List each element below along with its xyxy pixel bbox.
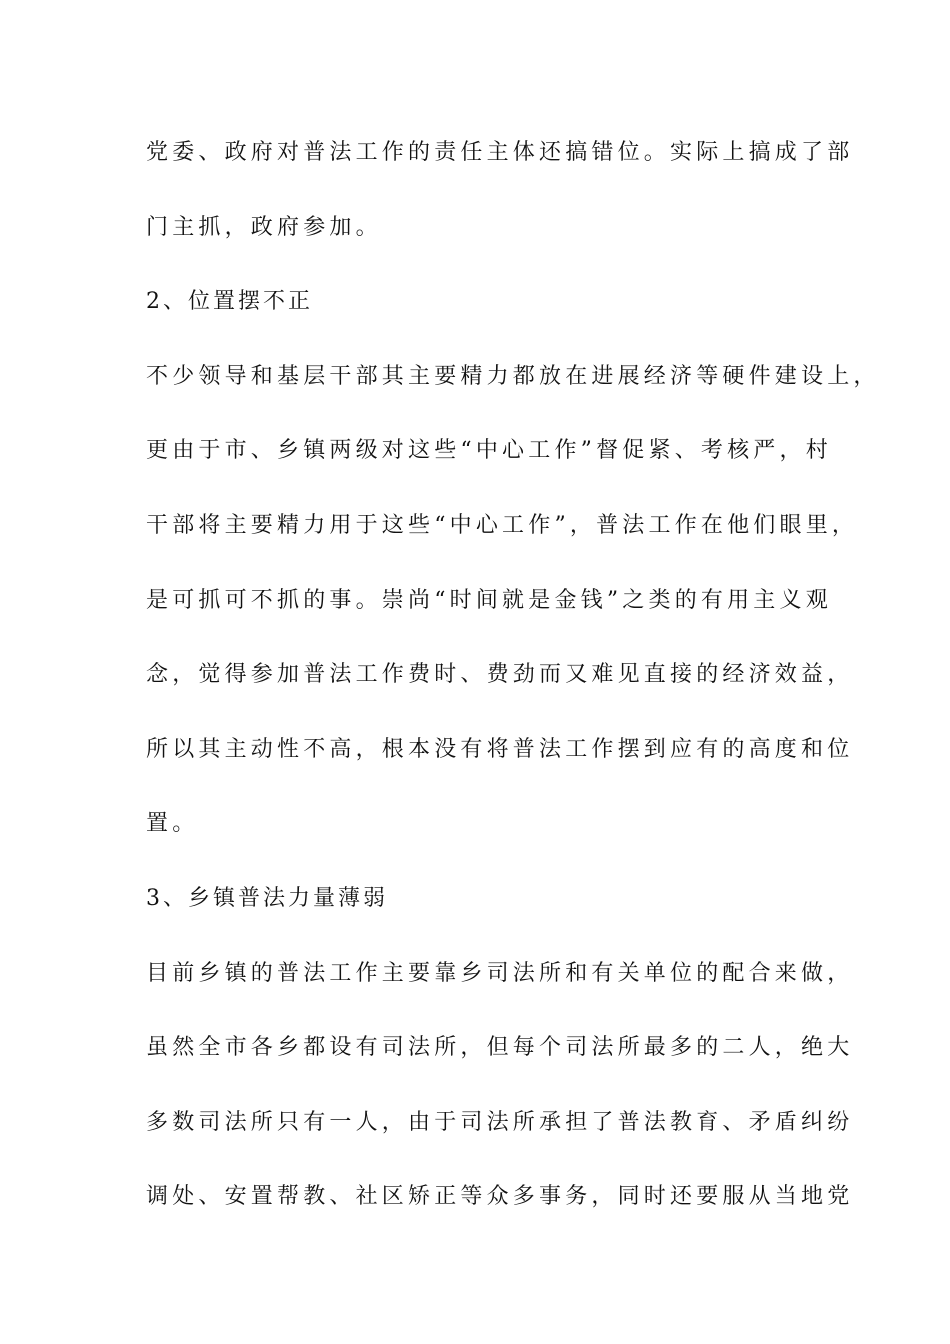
paragraph-line: 调处、安置帮教、社区矫正等众多事务，同时还要服从当地党 [146, 1184, 854, 1210]
paragraph-line: 念，觉得参加普法工作费时、费劲而又难见直接的经济效益， [146, 662, 854, 688]
paragraph-line: 置。 [146, 811, 199, 837]
paragraph-line: 目前乡镇的普法工作主要靠乡司法所和有关单位的配合来做， [146, 960, 854, 986]
section-heading: 3、乡镇普法力量薄弱 [146, 885, 388, 911]
paragraph-line: 虽然全市各乡都设有司法所，但每个司法所最多的二人，绝大 [146, 1035, 854, 1061]
document-body [146, 133, 880, 1252]
paragraph-line: 所以其主动性不高，根本没有将普法工作摆到应有的高度和位 [146, 736, 854, 762]
paragraph-line: 党委、政府对普法工作的责任主体还搞错位。实际上搞成了部 [146, 140, 854, 165]
paragraph-line: 门主抓，政府参加。 [146, 214, 382, 240]
paragraph-line: 干部将主要精力用于这些“中心工作”，普法工作在他们眼里， [146, 512, 859, 538]
paragraph-line: 不少领导和基层干部其主要精力都放在进展经济等硬件建设上， [146, 363, 880, 389]
section-heading: 2、位置摆不正 [146, 289, 313, 315]
paragraph-line: 更由于市、乡镇两级对这些“中心工作”督促紧、考核严，村 [146, 438, 832, 464]
paragraph-line: 是可抓可不抓的事。崇尚“时间就是金钱”之类的有用主义观 [146, 587, 832, 613]
paragraph-line: 多数司法所只有一人，由于司法所承担了普法教育、矛盾纠纷 [146, 1109, 854, 1135]
